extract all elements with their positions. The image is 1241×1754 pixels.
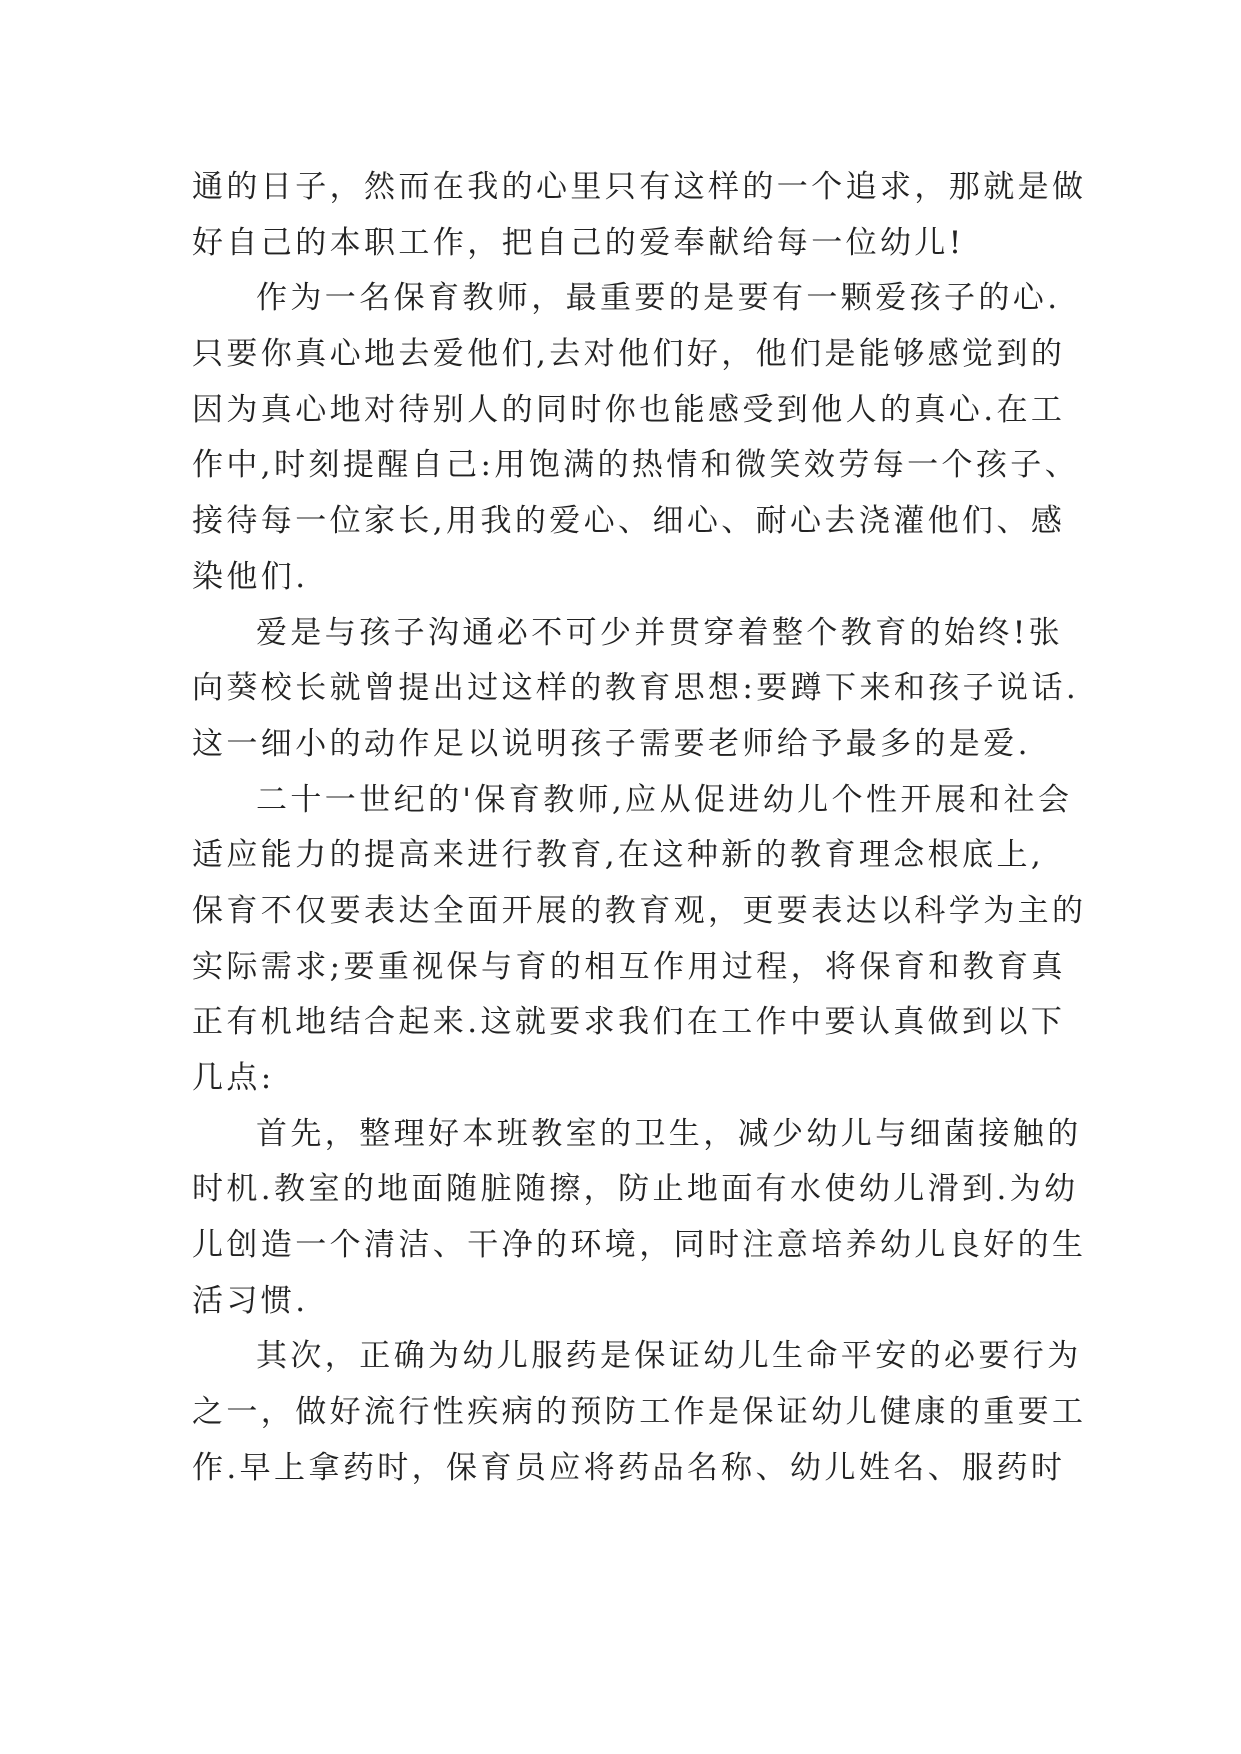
text-line: 几点: xyxy=(192,1060,275,1096)
text-line: 正有机地结合起来.这就要求我们在工作中要认真做到以下 xyxy=(192,1004,1066,1041)
text-line: 向葵校长就曾提出过这样的教育思想:要蹲下来和孩子说话. xyxy=(192,670,1080,707)
text-line: 接待每一位家长,用我的爱心、细心、耐心去浇灌他们、感 xyxy=(192,503,1066,540)
text-line: 之一，做好流行性疾病的预防工作是保证幼儿健康的重要工 xyxy=(192,1394,1087,1431)
paragraph-start-line: 二十一世纪的'保育教师,应从促进幼儿个性开展和社会 xyxy=(256,781,1073,818)
text-line: 活习惯. xyxy=(192,1282,309,1319)
text-line: 保育不仅要表达全面开展的教育观，更要表达以科学为主的 xyxy=(192,892,1087,929)
text-line: 作.早上拿药时，保育员应将药品名称、幼儿姓名、服药时 xyxy=(192,1449,1066,1486)
text-line: 儿创造一个清洁、干净的环境，同时注意培养幼儿良好的生 xyxy=(192,1227,1087,1264)
text-line: 这一细小的动作足以说明孩子需要老师给予最多的是爱. xyxy=(192,725,1031,762)
text-line: 适应能力的提高来进行教育,在这种新的教育理念根底上, xyxy=(192,837,1045,874)
paragraph-start-line: 爱是与孩子沟通必不可少并贯穿着整个教育的始终!张 xyxy=(256,614,1064,651)
text-line: 好自己的本职工作，把自己的爱奉献给每一位幼儿! xyxy=(192,224,965,261)
paragraph-start-line: 作为一名保育教师，最重要的是要有一颗爱孩子的心. xyxy=(256,280,1061,317)
text-line: 只要你真心地去爱他们,去对他们好，他们是能够感觉到的 xyxy=(192,336,1066,373)
text-line: 染他们. xyxy=(192,558,309,595)
paragraph-start-line: 其次，正确为幼儿服药是保证幼儿生命平安的必要行为 xyxy=(256,1338,1082,1375)
text-line: 因为真心地对待别人的同时你也能感受到他人的真心.在工 xyxy=(192,391,1066,428)
paragraph-start-line: 首先，整理好本班教室的卫生，减少幼儿与细菌接触的 xyxy=(256,1115,1082,1152)
text-line: 通的日子，然而在我的心里只有这样的一个追求，那就是做 xyxy=(192,169,1087,205)
document-body xyxy=(192,160,1087,1497)
text-line: 时机.教室的地面随脏随擦，防止地面有水使幼儿滑到.为幼 xyxy=(192,1171,1079,1208)
text-line: 实际需求;要重视保与育的相互作用过程，将保育和教育真 xyxy=(192,948,1066,985)
text-line: 作中,时刻提醒自己:用饱满的热情和微笑效劳每一个孩子、 xyxy=(192,447,1080,484)
